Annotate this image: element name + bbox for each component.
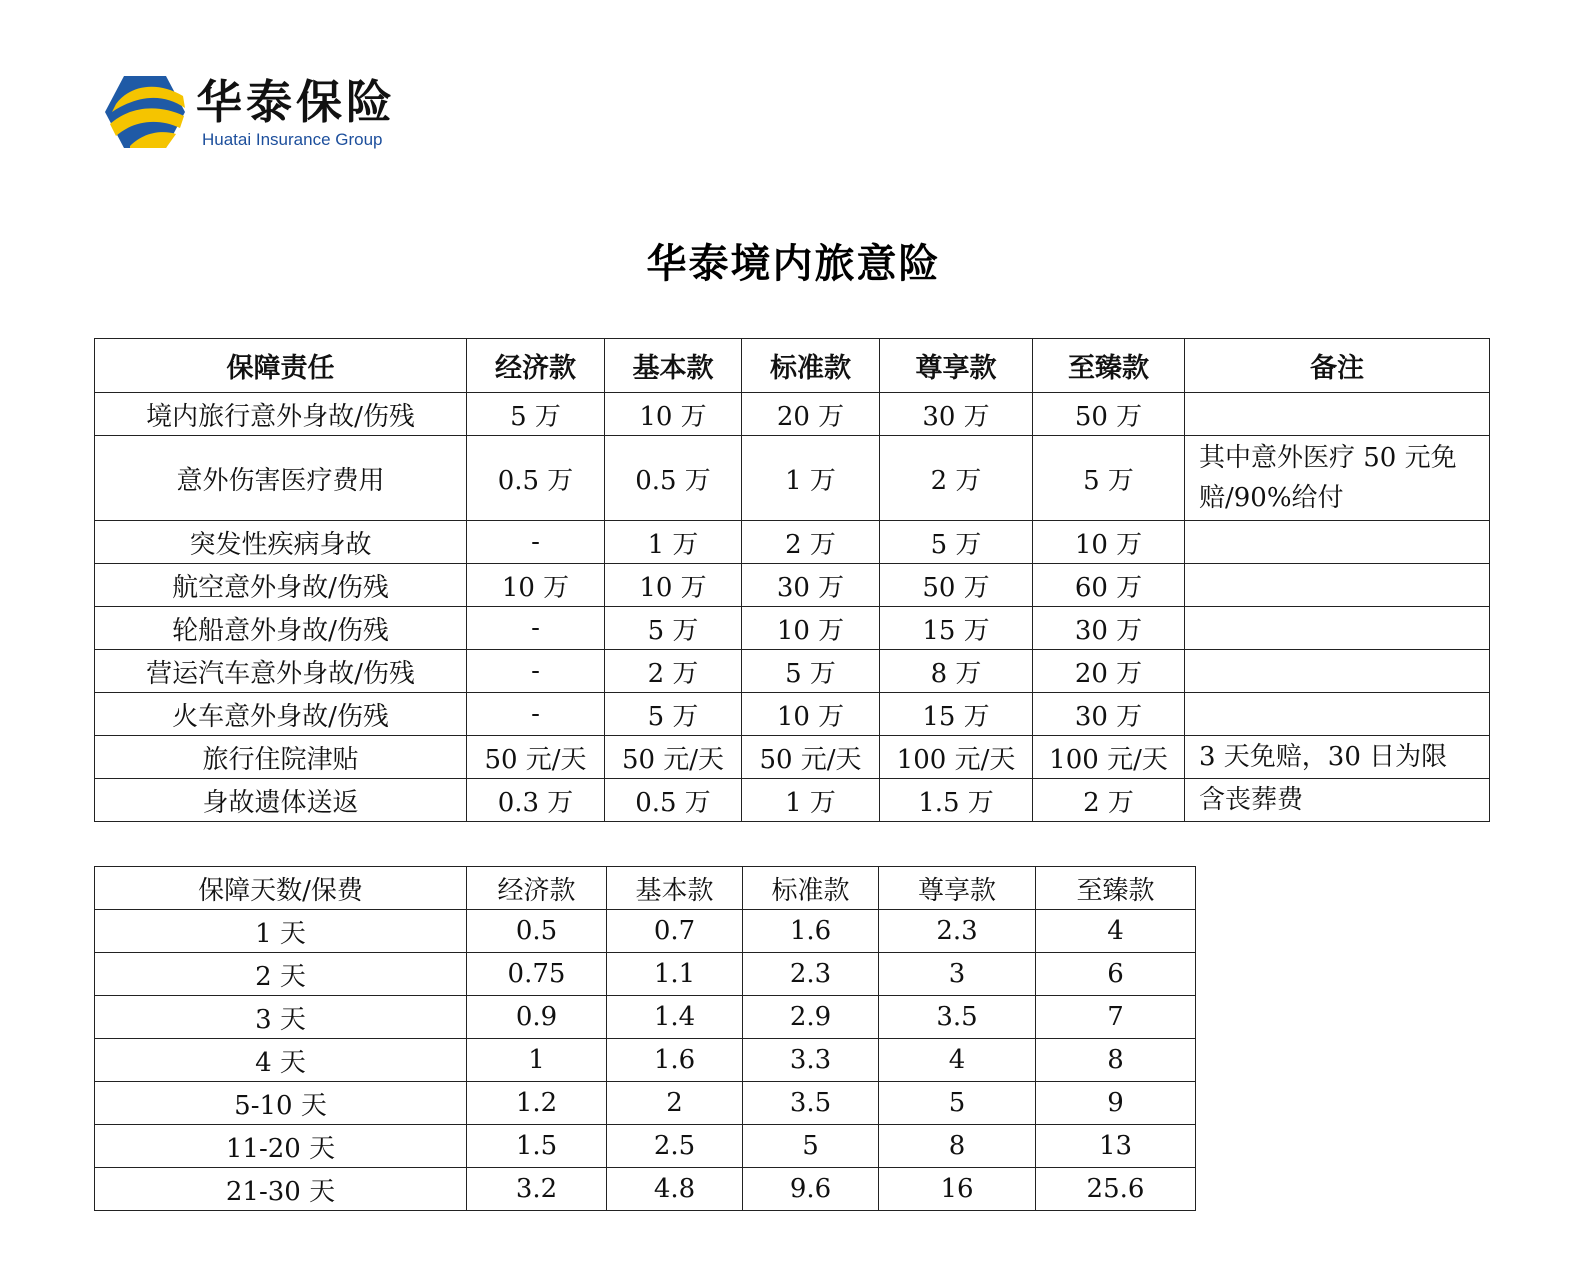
price-cell: 7 (1036, 996, 1196, 1039)
table-cell: 5 万 (880, 521, 1033, 564)
table-cell: 0.5 万 (605, 436, 742, 521)
table-cell: 0.5 万 (605, 779, 742, 822)
price-cell: 3.5 (743, 1082, 879, 1125)
table-row (95, 1125, 1196, 1168)
price-cell: 1.5 (467, 1125, 607, 1168)
header-economy: 经济款 (467, 867, 607, 910)
table-cell: 0.3 万 (467, 779, 605, 822)
price-cell: 3.5 (879, 996, 1036, 1039)
note-cell: 其中意外医疗 50 元免赔/90%给付 (1185, 436, 1490, 521)
note-cell (1185, 693, 1490, 736)
days-cell: 5-10 天 (95, 1082, 467, 1125)
document-title: 华泰境内旅意险 (646, 241, 941, 287)
header-days-premium: 保障天数/保费 (95, 867, 467, 910)
price-cell: 5 (743, 1125, 879, 1168)
table-cell: 2 万 (605, 650, 742, 693)
table-cell: 60 万 (1033, 564, 1185, 607)
price-cell: 13 (1036, 1125, 1196, 1168)
note-cell (1185, 607, 1490, 650)
price-cell: 0.9 (467, 996, 607, 1039)
table-cell: 10 万 (742, 607, 880, 650)
header-basic: 基本款 (605, 339, 742, 393)
header-premium: 尊享款 (880, 339, 1033, 393)
table-row (95, 1168, 1196, 1211)
header-economy: 经济款 (467, 339, 605, 393)
price-cell: 4 (1036, 910, 1196, 953)
table-cell: 5 万 (1033, 436, 1185, 521)
price-cell: 9 (1036, 1082, 1196, 1125)
table-cell: 2 万 (742, 521, 880, 564)
table-cell: 10 万 (742, 693, 880, 736)
header-standard: 标准款 (743, 867, 879, 910)
coverage-item: 轮船意外身故/伤残 (95, 607, 467, 650)
header-supreme: 至臻款 (1036, 867, 1196, 910)
price-cell: 1.1 (607, 953, 743, 996)
table-cell: 5 万 (742, 650, 880, 693)
table-cell: 50 元/天 (605, 736, 742, 779)
table-cell: 8 万 (880, 650, 1033, 693)
price-cell: 3 (879, 953, 1036, 996)
header-standard: 标准款 (742, 339, 880, 393)
table-cell: 5 万 (467, 393, 605, 436)
price-cell: 2 (607, 1082, 743, 1125)
table-row (95, 910, 1196, 953)
table-cell: 5 万 (605, 607, 742, 650)
note-cell (1185, 564, 1490, 607)
header-coverage: 保障责任 (95, 339, 467, 393)
table-row (95, 564, 1490, 607)
note-cell (1185, 521, 1490, 564)
coverage-item: 突发性疾病身故 (95, 521, 467, 564)
table-cell: 50 万 (1033, 393, 1185, 436)
table-cell: - (467, 650, 605, 693)
coverage-item: 航空意外身故/伤残 (95, 564, 467, 607)
table-cell: 20 万 (1033, 650, 1185, 693)
price-cell: 1.4 (607, 996, 743, 1039)
coverage-item: 营运汽车意外身故/伤残 (95, 650, 467, 693)
price-cell: 4.8 (607, 1168, 743, 1211)
hexagon-logo-icon (104, 74, 186, 150)
price-cell: 2.9 (743, 996, 879, 1039)
table-row (95, 693, 1490, 736)
table-row (95, 1082, 1196, 1125)
price-cell: 0.75 (467, 953, 607, 996)
table-cell: 30 万 (1033, 693, 1185, 736)
table-cell: 10 万 (467, 564, 605, 607)
table-cell: 5 万 (605, 693, 742, 736)
table-row (95, 953, 1196, 996)
table-cell: 0.5 万 (467, 436, 605, 521)
coverage-item: 境内旅行意外身故/伤残 (95, 393, 467, 436)
logo-english-name: Huatai Insurance Group (202, 130, 383, 149)
price-cell: 8 (1036, 1039, 1196, 1082)
table-row (95, 996, 1196, 1039)
days-cell: 2 天 (95, 953, 467, 996)
price-cell: 5 (879, 1082, 1036, 1125)
days-cell: 11-20 天 (95, 1125, 467, 1168)
price-cell: 2.3 (743, 953, 879, 996)
table-cell: 1 万 (605, 521, 742, 564)
price-cell: 2.5 (607, 1125, 743, 1168)
price-cell: 0.5 (467, 910, 607, 953)
table-row (95, 521, 1490, 564)
table-cell: 10 万 (605, 564, 742, 607)
coverage-item: 旅行住院津贴 (95, 736, 467, 779)
table-cell: 1 万 (742, 779, 880, 822)
note-cell (1185, 393, 1490, 436)
price-cell: 4 (879, 1039, 1036, 1082)
table-cell: - (467, 693, 605, 736)
table-row (95, 393, 1490, 436)
price-cell: 3.2 (467, 1168, 607, 1211)
table-cell: 2 万 (880, 436, 1033, 521)
table-cell: 15 万 (880, 607, 1033, 650)
price-cell: 8 (879, 1125, 1036, 1168)
days-cell: 4 天 (95, 1039, 467, 1082)
coverage-item: 火车意外身故/伤残 (95, 693, 467, 736)
price-cell: 1.6 (607, 1039, 743, 1082)
table-cell: 100 元/天 (1033, 736, 1185, 779)
table-cell: 10 万 (605, 393, 742, 436)
table-cell: - (467, 607, 605, 650)
price-cell: 16 (879, 1168, 1036, 1211)
header-premium: 尊享款 (879, 867, 1036, 910)
table-cell: 50 元/天 (467, 736, 605, 779)
company-logo (104, 64, 404, 164)
table-row (95, 436, 1490, 521)
note-cell: 含丧葬费 (1185, 779, 1490, 822)
premium-table (94, 866, 1196, 1211)
price-cell: 25.6 (1036, 1168, 1196, 1211)
table-cell: 30 万 (1033, 607, 1185, 650)
coverage-header-row (95, 339, 1490, 393)
days-cell: 21-30 天 (95, 1168, 467, 1211)
price-cell: 6 (1036, 953, 1196, 996)
coverage-item: 意外伤害医疗费用 (95, 436, 467, 521)
table-row (95, 607, 1490, 650)
coverage-table (94, 338, 1490, 822)
table-cell: 10 万 (1033, 521, 1185, 564)
price-cell: 2.3 (879, 910, 1036, 953)
table-row (95, 1039, 1196, 1082)
logo-chinese-name: 华泰保险 (196, 75, 396, 129)
table-row (95, 736, 1490, 779)
coverage-item: 身故遗体送返 (95, 779, 467, 822)
days-cell: 1 天 (95, 910, 467, 953)
price-cell: 1 (467, 1039, 607, 1082)
table-cell: 100 元/天 (880, 736, 1033, 779)
table-cell: 1 万 (742, 436, 880, 521)
note-cell: 3 天免赔，30 日为限 (1185, 736, 1490, 779)
price-cell: 1.6 (743, 910, 879, 953)
table-row (95, 650, 1490, 693)
days-cell: 3 天 (95, 996, 467, 1039)
table-cell: 2 万 (1033, 779, 1185, 822)
price-cell: 9.6 (743, 1168, 879, 1211)
premium-header-row (95, 867, 1196, 910)
table-cell: 1.5 万 (880, 779, 1033, 822)
table-cell: 30 万 (742, 564, 880, 607)
table-row (95, 779, 1490, 822)
note-cell (1185, 650, 1490, 693)
table-cell: 20 万 (742, 393, 880, 436)
price-cell: 0.7 (607, 910, 743, 953)
table-cell: 50 元/天 (742, 736, 880, 779)
table-cell: - (467, 521, 605, 564)
price-cell: 1.2 (467, 1082, 607, 1125)
table-cell: 50 万 (880, 564, 1033, 607)
table-cell: 15 万 (880, 693, 1033, 736)
header-supreme: 至臻款 (1033, 339, 1185, 393)
price-cell: 3.3 (743, 1039, 879, 1082)
table-cell: 30 万 (880, 393, 1033, 436)
header-basic: 基本款 (607, 867, 743, 910)
header-notes: 备注 (1185, 339, 1490, 393)
